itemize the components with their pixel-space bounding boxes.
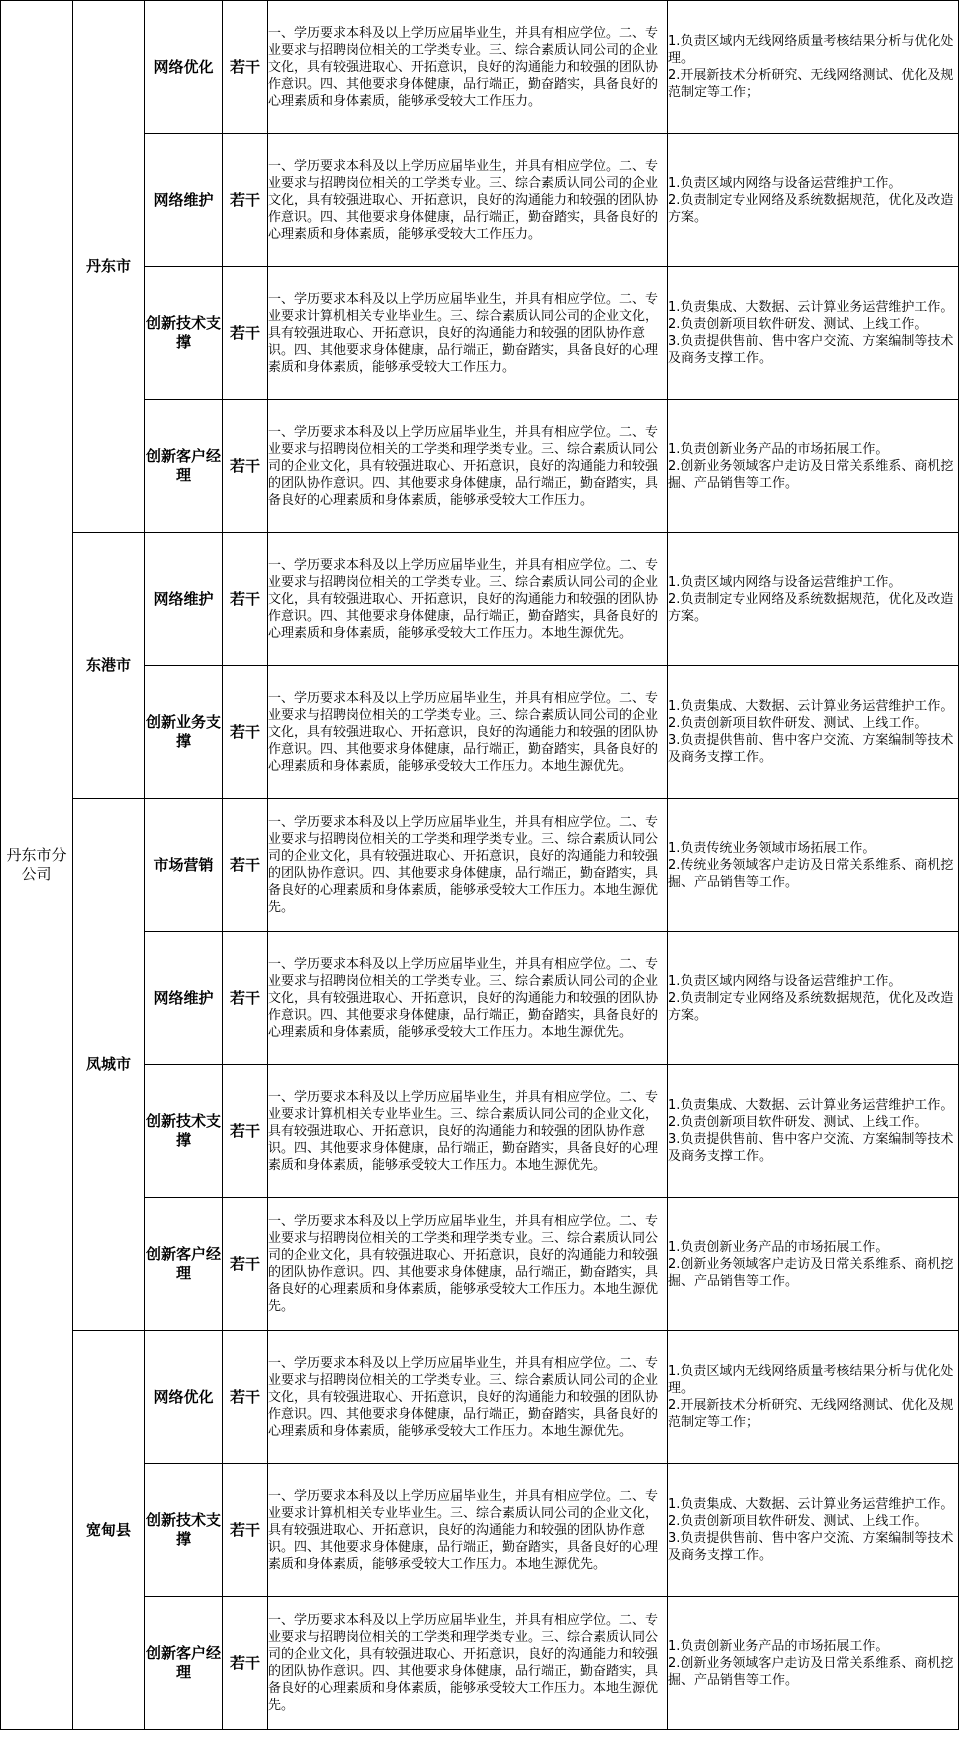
duty-line: 1.负责传统业务领域市场拓展工作。	[668, 840, 876, 856]
requirement-cell: 一、学历要求本科及以上学历应届毕业生，并具有相应学位。二、专业要求与招聘岗位相关的工学类专业。三、综合素质认同公司的企业文化，具有较强进取心、开拓意识，良好的沟通能力和较强的团队协作意识。四、其他要求身体健康，品行端正，勤奋踏实，具备良好的心理素质和身体素质，能够承受较大工作压力。	[268, 134, 668, 267]
duty-cell	[668, 533, 959, 666]
duty-line: 1.负责集成、大数据、云计算业务运营维护工作。	[668, 699, 954, 714]
duty-line: 1.负责创新业务产品的市场拓展工作。	[668, 1638, 889, 1654]
requirement-cell: 一、学历要求本科及以上学历应届毕业生，并具有相应学位。二、专业要求计算机相关专业毕业生。三、综合素质认同公司的企业文化，具有较强进取心、开拓意识，良好的沟通能力和较强的团队协作意识。四、其他要求身体健康，品行端正，勤奋踏实，具备良好的心理素质和身体素质，能够承受较大工作压力。	[268, 267, 668, 400]
duty-line: 2.负责创新项目软件研发、测试、上线工作。	[668, 1115, 928, 1130]
duty-cell	[668, 932, 959, 1065]
position-cell: 市场营销	[145, 799, 223, 932]
table-row	[1, 932, 959, 1065]
duty-line: 2.创新业务领域客户走访及日常关系维系、商机挖掘、产品销售等工作。	[668, 1256, 954, 1289]
requirement-cell: 一、学历要求本科及以上学历应届毕业生，并具有相应学位。二、专业要求与招聘岗位相关的工学类和理学类专业。三、综合素质认同公司的企业文化，具有较强进取心、开拓意识，良好的沟通能力和较强的团队协作意识。四、其他要求身体健康，品行端正，勤奋踏实，具备良好的心理素质和身体素质，能够承受较大工作压力。本地生源优先。	[268, 799, 668, 932]
position-cell: 创新客户经理	[145, 1198, 223, 1331]
requirement-cell: 一、学历要求本科及以上学历应届毕业生，并具有相应学位。二、专业要求计算机相关专业毕业生。三、综合素质认同公司的企业文化，具有较强进取心、开拓意识，良好的沟通能力和较强的团队协作意识。四、其他要求身体健康，品行端正，勤奋踏实，具备良好的心理素质和身体素质，能够承受较大工作压力。本地生源优先。	[268, 1464, 668, 1597]
headcount-cell: 若干	[223, 1198, 268, 1331]
duty-line: 1.负责区域内无线网络质量考核结果分析与优化处理。	[668, 1364, 954, 1396]
headcount-cell: 若干	[223, 1, 268, 134]
city-name-cell: 东港市	[73, 533, 145, 799]
requirement-cell: 一、学历要求本科及以上学历应届毕业生，并具有相应学位。二、专业要求与招聘岗位相关的工学类和理学类专业。三、综合素质认同公司的企业文化，具有较强进取心、开拓意识，良好的沟通能力和较强的团队协作意识。四、其他要求身体健康，品行端正，勤奋踏实，具备良好的心理素质和身体素质，能够承受较大工作压力。本地生源优先。	[268, 1198, 668, 1331]
position-cell: 网络维护	[145, 134, 223, 267]
duty-line: 2.负责创新项目软件研发、测试、上线工作。	[668, 1514, 928, 1529]
position-cell: 创新客户经理	[145, 1597, 223, 1730]
duty-cell	[668, 134, 959, 267]
table-row	[1, 799, 959, 932]
duty-cell	[668, 1, 959, 134]
position-cell: 网络优化	[145, 1, 223, 134]
table-row	[1, 533, 959, 666]
duty-line: 2.创新业务领域客户走访及日常关系维系、商机挖掘、产品销售等工作。	[668, 1655, 954, 1688]
duty-line: 1.负责区域内网络与设备运营维护工作。	[668, 574, 902, 590]
duty-line: 2.负责制定专业网络及系统数据规范，优化及改造方案。	[668, 591, 954, 624]
headcount-cell: 若干	[223, 1597, 268, 1730]
duty-line: 2.负责创新项目软件研发、测试、上线工作。	[668, 716, 928, 731]
duty-cell	[668, 1065, 959, 1198]
headcount-cell: 若干	[223, 1331, 268, 1464]
duty-line: 3.负责提供售前、售中客户交流、方案编制等技术及商务支撑工作。	[668, 334, 954, 366]
city-name-cell: 丹东市	[73, 1, 145, 533]
position-cell: 创新技术支撑	[145, 267, 223, 400]
duty-line: 3.负责提供售前、售中客户交流、方案编制等技术及商务支撑工作。	[668, 733, 954, 765]
duty-line: 2.创新业务领域客户走访及日常关系维系、商机挖掘、产品销售等工作。	[668, 458, 954, 491]
duty-line: 1.负责集成、大数据、云计算业务运营维护工作。	[668, 1098, 954, 1113]
duty-line: 1.负责集成、大数据、云计算业务运营维护工作。	[668, 1497, 954, 1512]
requirement-cell: 一、学历要求本科及以上学历应届毕业生，并具有相应学位。二、专业要求与招聘岗位相关的工学类专业。三、综合素质认同公司的企业文化，具有较强进取心、开拓意识，良好的沟通能力和较强的团队协作意识。四、其他要求身体健康，品行端正，勤奋踏实，具备良好的心理素质和身体素质，能够承受较大工作压力。本地生源优先。	[268, 533, 668, 666]
headcount-cell: 若干	[223, 1464, 268, 1597]
position-cell: 网络维护	[145, 932, 223, 1065]
duty-line: 2.传统业务领域客户走访及日常关系维系、商机挖掘、产品销售等工作。	[668, 857, 954, 890]
duty-cell	[668, 1198, 959, 1331]
requirement-cell: 一、学历要求本科及以上学历应届毕业生，并具有相应学位。二、专业要求与招聘岗位相关的工学类和理学类专业。三、综合素质认同公司的企业文化，具有较强进取心、开拓意识，良好的沟通能力和较强的团队协作意识。四、其他要求身体健康，品行端正，勤奋踏实，具备良好的心理素质和身体素质，能够承受较大工作压力。本地生源优先。	[268, 1597, 668, 1730]
duty-cell	[668, 799, 959, 932]
requirement-cell: 一、学历要求本科及以上学历应届毕业生，并具有相应学位。二、专业要求计算机相关专业毕业生。三、综合素质认同公司的企业文化，具有较强进取心、开拓意识，良好的沟通能力和较强的团队协作意识。四、其他要求身体健康，品行端正，勤奋踏实，具备良好的心理素质和身体素质，能够承受较大工作压力。本地生源优先。	[268, 1065, 668, 1198]
position-cell: 创新技术支撑	[145, 1464, 223, 1597]
duty-line: 3.负责提供售前、售中客户交流、方案编制等技术及商务支撑工作。	[668, 1132, 954, 1164]
duty-cell	[668, 400, 959, 533]
duty-cell	[668, 1464, 959, 1597]
duty-cell	[668, 267, 959, 400]
duty-line: 2.负责制定专业网络及系统数据规范，优化及改造方案。	[668, 990, 954, 1023]
requirement-cell: 一、学历要求本科及以上学历应届毕业生，并具有相应学位。二、专业要求与招聘岗位相关的工学类专业。三、综合素质认同公司的企业文化，具有较强进取心、开拓意识，良好的沟通能力和较强的团队协作意识。四、其他要求身体健康，品行端正，勤奋踏实，具备良好的心理素质和身体素质，能够承受较大工作压力。本地生源优先。	[268, 1331, 668, 1464]
table-row	[1, 1464, 959, 1597]
recruitment-table-body	[1, 1, 959, 1730]
requirement-cell: 一、学历要求本科及以上学历应届毕业生，并具有相应学位。二、专业要求与招聘岗位相关的工学类专业。三、综合素质认同公司的企业文化，具有较强进取心、开拓意识，良好的沟通能力和较强的团队协作意识。四、其他要求身体健康，品行端正，勤奋踏实，具备良好的心理素质和身体素质，能够承受较大工作压力。本地生源优先。	[268, 932, 668, 1065]
duty-line: 2.负责创新项目软件研发、测试、上线工作。	[668, 317, 928, 332]
table-row	[1, 267, 959, 400]
duty-line: 1.负责创新业务产品的市场拓展工作。	[668, 441, 889, 457]
duty-line: 1.负责区域内网络与设备运营维护工作。	[668, 973, 902, 989]
position-cell: 创新技术支撑	[145, 1065, 223, 1198]
headcount-cell: 若干	[223, 533, 268, 666]
requirement-cell: 一、学历要求本科及以上学历应届毕业生，并具有相应学位。二、专业要求与招聘岗位相关的工学类专业。三、综合素质认同公司的企业文化，具有较强进取心、开拓意识，良好的沟通能力和较强的团队协作意识。四、其他要求身体健康，品行端正，勤奋踏实，具备良好的心理素质和身体素质，能够承受较大工作压力。本地生源优先。	[268, 666, 668, 799]
duty-line: 1.负责集成、大数据、云计算业务运营维护工作。	[668, 300, 954, 315]
duty-cell	[668, 666, 959, 799]
headcount-cell: 若干	[223, 400, 268, 533]
requirement-cell: 一、学历要求本科及以上学历应届毕业生，并具有相应学位。二、专业要求与招聘岗位相关的工学类和理学类专业。三、综合素质认同公司的企业文化，具有较强进取心、开拓意识，良好的沟通能力和较强的团队协作意识。四、其他要求身体健康，品行端正，勤奋踏实，具备良好的心理素质和身体素质，能够承受较大工作压力。	[268, 400, 668, 533]
table-row	[1, 1198, 959, 1331]
position-cell: 创新业务支撑	[145, 666, 223, 799]
table-row	[1, 1065, 959, 1198]
headcount-cell: 若干	[223, 1065, 268, 1198]
branch-name-cell: 丹东市分公司	[1, 1, 73, 1730]
duty-line: 1.负责区域内网络与设备运营维护工作。	[668, 175, 902, 191]
table-row	[1, 1331, 959, 1464]
position-cell: 网络维护	[145, 533, 223, 666]
position-cell: 创新客户经理	[145, 400, 223, 533]
table-row	[1, 134, 959, 267]
headcount-cell: 若干	[223, 267, 268, 400]
duty-cell	[668, 1331, 959, 1464]
city-name-cell: 宽甸县	[73, 1331, 145, 1730]
duty-line: 2.开展新技术分析研究、无线网络测试、优化及规范制定等工作；	[668, 68, 954, 100]
table-row	[1, 666, 959, 799]
headcount-cell: 若干	[223, 134, 268, 267]
headcount-cell: 若干	[223, 932, 268, 1065]
duty-cell	[668, 1597, 959, 1730]
table-row	[1, 400, 959, 533]
duty-line: 3.负责提供售前、售中客户交流、方案编制等技术及商务支撑工作。	[668, 1531, 954, 1563]
headcount-cell: 若干	[223, 666, 268, 799]
duty-line: 2.开展新技术分析研究、无线网络测试、优化及规范制定等工作；	[668, 1398, 954, 1430]
table-row	[1, 1, 959, 134]
position-cell: 网络优化	[145, 1331, 223, 1464]
duty-line: 2.负责制定专业网络及系统数据规范，优化及改造方案。	[668, 192, 954, 225]
duty-line: 1.负责区域内无线网络质量考核结果分析与优化处理。	[668, 34, 954, 66]
requirement-cell: 一、学历要求本科及以上学历应届毕业生，并具有相应学位。二、专业要求与招聘岗位相关的工学类专业。三、综合素质认同公司的企业文化，具有较强进取心、开拓意识，良好的沟通能力和较强的团队协作意识。四、其他要求身体健康，品行端正，勤奋踏实，具备良好的心理素质和身体素质，能够承受较大工作压力。	[268, 1, 668, 134]
headcount-cell: 若干	[223, 799, 268, 932]
city-name-cell: 凤城市	[73, 799, 145, 1331]
table-row	[1, 1597, 959, 1730]
duty-line: 1.负责创新业务产品的市场拓展工作。	[668, 1239, 889, 1255]
